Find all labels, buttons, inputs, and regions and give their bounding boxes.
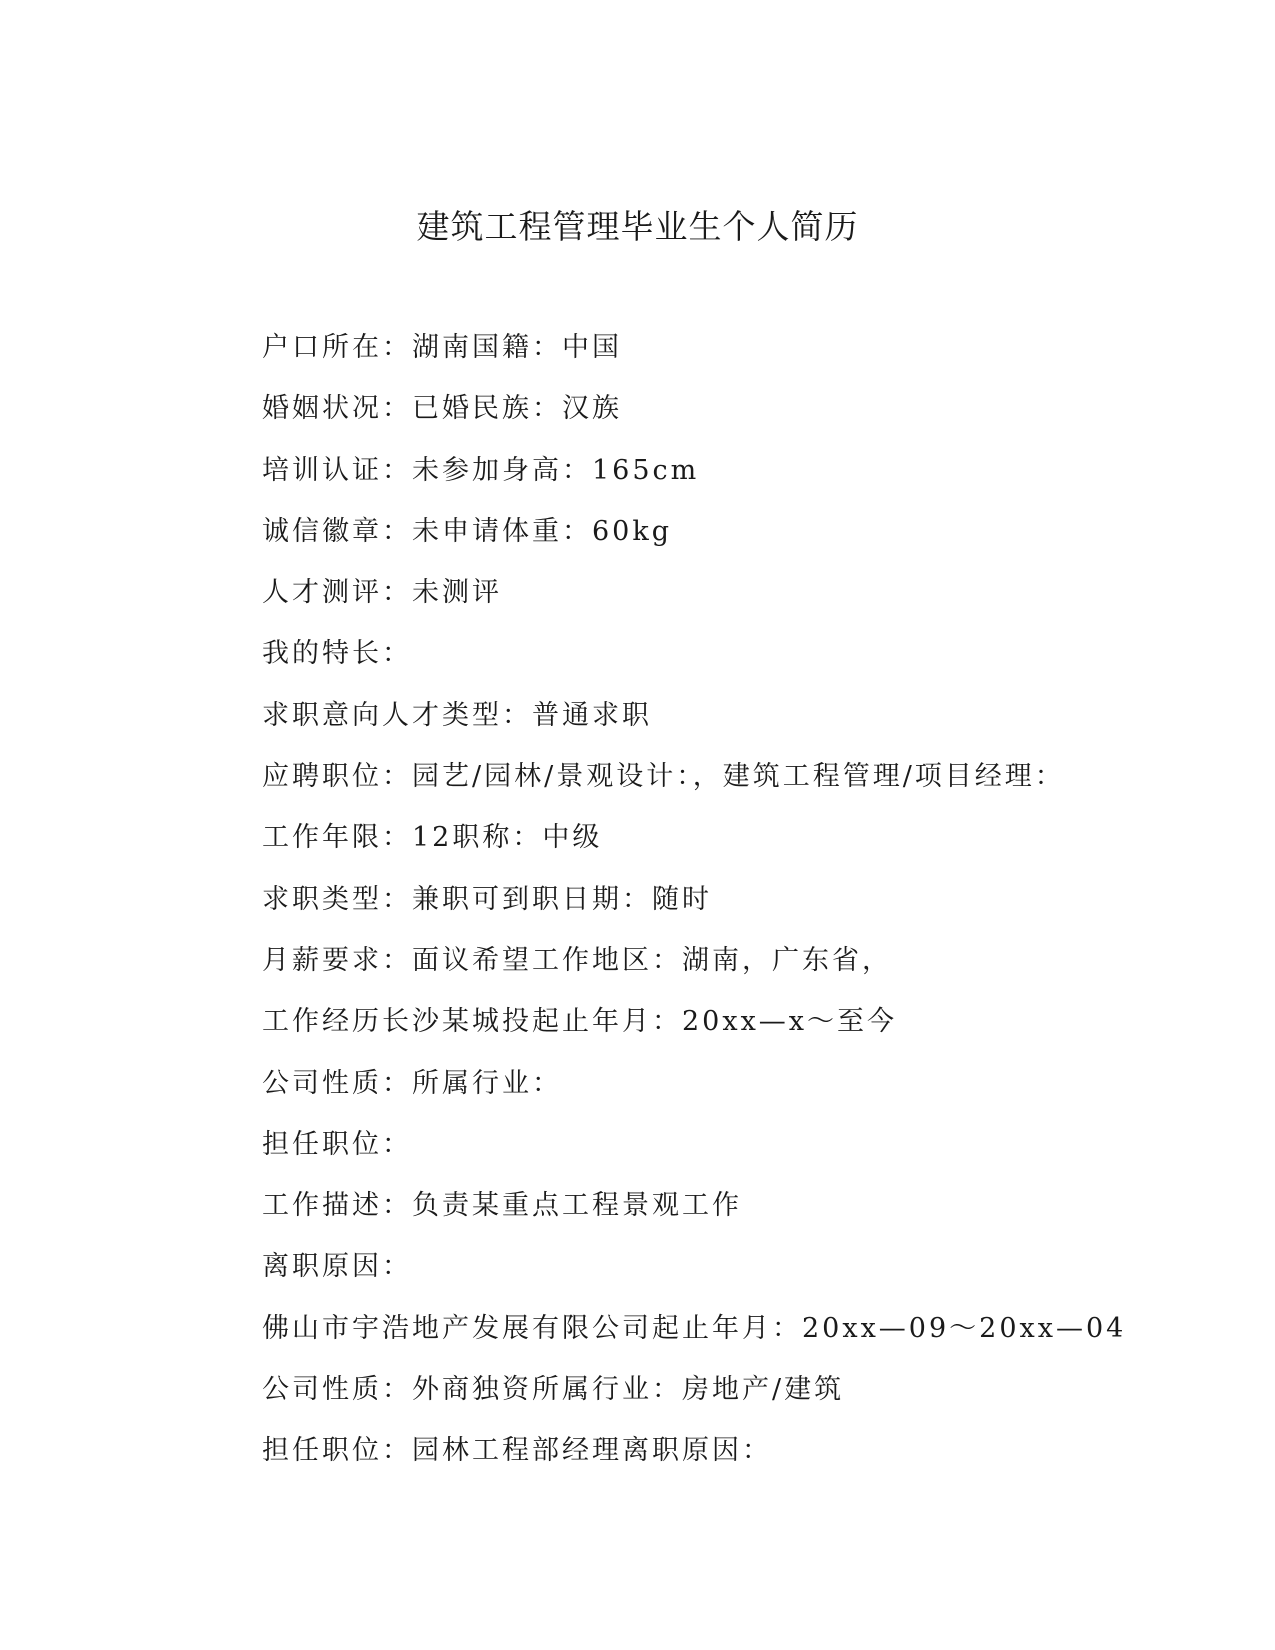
resume-line-role-1: 担任职位： xyxy=(262,1128,412,1160)
resume-line-job-intent: 求职意向人才类型：普通求职 xyxy=(262,699,652,731)
resume-line-company-nature-1: 公司性质：所属行业： xyxy=(262,1067,562,1099)
resume-title: 建筑工程管理毕业生个人简历 xyxy=(416,207,859,246)
resume-line-work-history-2: 佛山市宇浩地产发展有限公司起止年月：20xx—09～20xx—04 xyxy=(262,1312,1127,1344)
resume-line-position: 应聘职位：园艺/园林/景观设计：，建筑工程管理/项目经理： xyxy=(262,761,1065,793)
resume-line-assessment: 人才测评：未测评 xyxy=(262,577,502,609)
resume-line-leave-reason-1: 离职原因： xyxy=(262,1251,412,1283)
resume-line-salary: 月薪要求：面议希望工作地区：湖南，广东省， xyxy=(262,944,892,976)
resume-line-hukou: 户口所在：湖南国籍：中国 xyxy=(262,332,622,363)
resume-line-company-nature-2: 公司性质：外商独资所属行业：房地产/建筑 xyxy=(262,1374,845,1406)
resume-line-experience-years: 工作年限：12职称：中级 xyxy=(262,822,603,854)
resume-line-integrity-badge: 诚信徽章：未申请体重：60kg xyxy=(262,515,673,547)
resume-line-role-2: 担任职位：园林工程部经理离职原因： xyxy=(262,1435,772,1467)
resume-line-job-type: 求职类型：兼职可到职日期：随时 xyxy=(262,883,712,915)
resume-line-work-history-1: 工作经历长沙某城投起止年月：20xx—x～至今 xyxy=(262,1006,898,1038)
resume-body xyxy=(262,330,1126,1495)
resume-line-marital-status: 婚姻状况：已婚民族：汉族 xyxy=(262,393,622,425)
resume-line-specialty: 我的特长： xyxy=(262,638,412,670)
resume-line-description-1: 工作描述：负责某重点工程景观工作 xyxy=(262,1190,742,1222)
resume-line-training: 培训认证：未参加身高：165cm xyxy=(262,454,700,486)
